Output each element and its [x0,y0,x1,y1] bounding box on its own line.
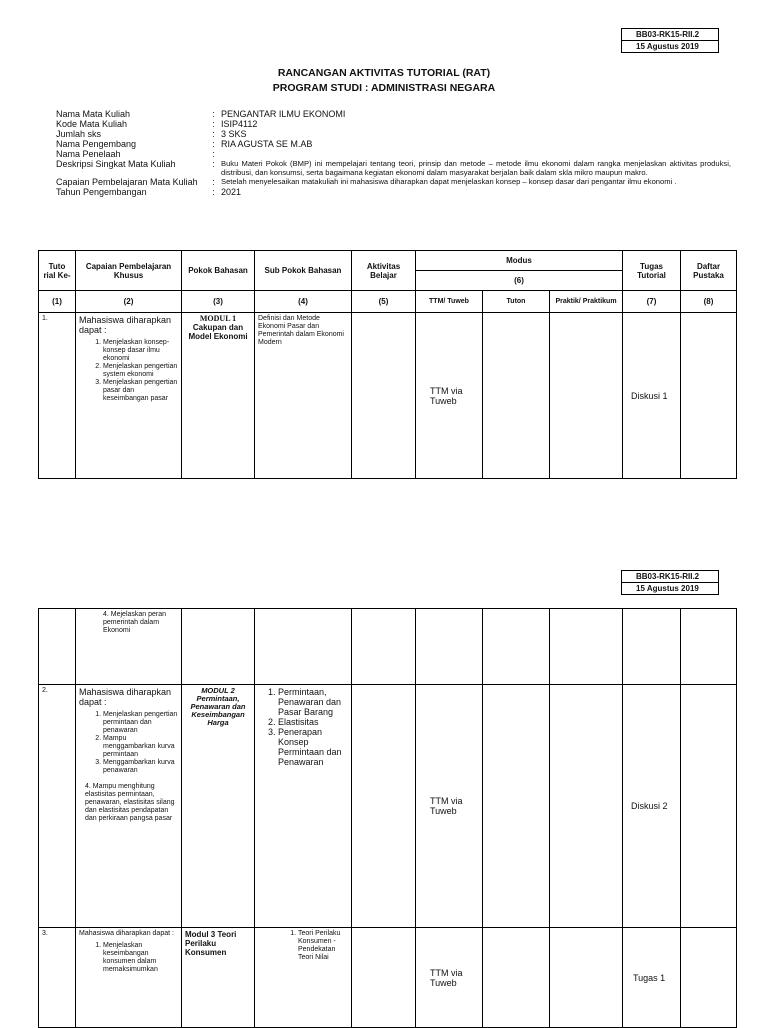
meta-colon: : [212,139,215,149]
row1b-cell [182,609,255,685]
course-info [56,109,736,197]
table-row [39,685,737,928]
row3-pustaka [681,928,737,1028]
meta-colon: : [212,149,215,159]
row3-ttm: TTM via Tuweb [416,928,483,1028]
row1b-item: 4. Mejelaskan peran pemerintah dalam Ekonomi [103,611,167,634]
col-number-5: (5) [352,291,416,313]
meta-colon: : [212,159,215,169]
meta-value: RIA AGUSTA SE M.AB [221,139,313,149]
meta-row-sks [56,129,736,139]
meta-value: Buku Materi Pokok (BMP) ini mempelajari tentang teori, prinsip dan metode – metode ilmu ekonomi dalam rangka menjelaskan aktivitas produksi, distribusi, dan konsumsi, serta bagaimana kegiatan ekonomi dalam masyarakat berjalan baik dalam skla mikro maupun makro. [221,159,731,177]
list-item: 3. Penerapan Konsep Permintaan dan Penawaran [278,727,348,767]
row1b-number [39,609,76,685]
row1-pokok [182,313,255,479]
row1-pokok-text: Cakupan dan Model Ekonomi [188,323,248,341]
meta-row-outcome [56,177,736,187]
row2-items [79,711,178,775]
meta-row-reviewer [56,149,736,159]
row1-pustaka [681,313,737,479]
row1-modul: MODUL 1 [199,314,237,323]
row1-number: 1. [39,313,76,479]
row2-tuton [483,685,550,928]
row3-sub-list [258,930,348,962]
document-date: 15 Agustus 2019 [622,582,718,594]
header-aktivitas: Aktivitas Belajar [352,251,416,291]
document-code-box-2 [621,570,719,595]
meta-value: ISIP4112 [221,119,258,129]
row1b-cell [681,609,737,685]
row2-tugas: Diskusi 2 [623,685,681,928]
document-code-box [621,28,719,53]
row1-tuton [483,313,550,479]
row1b-cell [483,609,550,685]
meta-colon: : [212,129,215,139]
meta-row-description [56,159,736,177]
header-tuton: Tuton [483,291,550,313]
meta-value: Setelah menyelesaikan matakuliah ini mahasiswa diharapkan dapat menjelaskan konsep – konsep dasar dari pengantar ilmu ekonomi . [221,177,677,186]
meta-label: Nama Penelaah [56,149,121,159]
meta-label: Capaian Pembelajaran Mata Kuliah [56,177,198,187]
row1b-cell [255,609,352,685]
meta-value: 3 SKS [221,129,247,139]
meta-colon: : [212,177,215,187]
document-code: BB03-RK15-RII.2 [636,30,700,39]
header-pokok: Pokok Bahasan [182,251,255,291]
page-title: RANCANGAN AKTIVITAS TUTORIAL (RAT) [277,67,491,79]
row2-number: 2. [39,685,76,928]
list-item: 1. Menjelaskan konsep-konsep dasar ilmu ekonomi [103,339,178,363]
row2-pokok [182,685,255,928]
col-number-1: (1) [39,291,76,313]
row1-praktik [550,313,623,479]
table-row [39,313,737,479]
row2-pustaka [681,685,737,928]
col-number-8: (8) [681,291,737,313]
col-number-3: (3) [182,291,255,313]
list-item: 3. Menggambarkan kurva penawaran [103,759,178,775]
header-capaian: Capaian Pembelajaran Khusus [76,251,182,291]
meta-row-developer [56,139,736,149]
meta-row-name [56,109,736,119]
row1b-cell [623,609,681,685]
header-subpokok: Sub Pokok Bahasan [255,251,352,291]
row3-number: 3. [39,928,76,1028]
meta-colon: : [212,109,215,119]
row2-aktivitas [352,685,416,928]
row3-tuton [483,928,550,1028]
meta-row-code [56,119,736,129]
row3-praktik [550,928,623,1028]
header-tutorial: Tuto rial Ke- [39,251,76,291]
meta-label: Jumlah sks [56,129,102,139]
row1-sub: Definisi dan Metode Ekonomi Pasar dan Pemerintah dalam Ekonomi Modern [255,313,352,479]
list-item: 2. Menjelaskan pengertian system ekonomi [103,363,178,379]
row2-pokok-text: MODUL 2 Permintaan, Penawaran dan Keseimbangan Harga [190,686,246,727]
rat-table-page2 [38,608,737,1028]
row3-capaian [76,928,182,1028]
row2-intro: Mahasiswa diharapkan dapat : [79,687,172,707]
col-number-7: (7) [623,291,681,313]
table-row [39,609,737,685]
meta-colon: : [212,119,215,129]
list-item: 3. Menjelaskan pengertian pasar dan keseimbangan pasar [103,379,178,403]
col-number-2: (2) [76,291,182,313]
row1-intro: Mahasiswa diharapkan dapat : [79,315,172,335]
row1-tugas: Diskusi 1 [623,313,681,479]
row2-sub [255,685,352,928]
row2-item4: 4. Mampu menghitung elastisitas permintaan, penawaran, elastisitas silang dan elastisitas pendapatan dan perkiraan pangsa pasar [85,783,175,822]
row2-ttm: TTM via Tuweb [416,685,483,928]
document-date: 15 Agustus 2019 [622,40,718,52]
row3-sub [255,928,352,1028]
list-item: 1. Teori Perilaku Konsumen - Pendekatan Teori Nilai [298,930,348,962]
meta-row-year [56,187,736,197]
row1-items [79,339,178,403]
row1b-capaian [76,609,182,685]
table-row [39,928,737,1028]
header-ttm: TTM/ Tuweb [416,291,483,313]
row2-praktik [550,685,623,928]
page-subtitle: PROGRAM STUDI : ADMINISTRASI NEGARA [272,82,496,94]
row1-aktivitas [352,313,416,479]
row1b-cell [416,609,483,685]
row1b-cell [352,609,416,685]
row1-ttm: TTM via Tuweb [416,313,483,479]
row3-pokok [182,928,255,1028]
meta-label: Kode Mata Kuliah [56,119,128,129]
meta-label: Deskripsi Singkat Mata Kuliah [56,159,176,169]
header-modus-number: (6) [416,271,623,291]
row3-aktivitas [352,928,416,1028]
meta-value: PENGANTAR ILMU EKONOMI [221,109,346,119]
meta-colon: : [212,187,215,197]
meta-label: Tahun Pengembangan [56,187,147,197]
list-item: 1. Permintaan, Penawaran dan Pasar Barang [278,687,348,717]
meta-label: Nama Pengembang [56,139,137,149]
document-code: BB03-RK15-RII.2 [636,572,700,581]
row3-pokok-text: Modul 3 Teori Perilaku Konsumen [185,930,237,957]
rat-table-page1 [38,250,737,479]
row3-intro: Mahasiswa diharapkan dapat : [79,930,174,937]
header-praktik: Praktik/ Praktikum [550,291,623,313]
header-pustaka: Daftar Pustaka [681,251,737,291]
list-item: 2. Mampu menggambarkan kurva permintaan [103,735,178,759]
row2-sub-list [258,687,348,767]
meta-label: Nama Mata Kuliah [56,109,131,119]
list-item: 1. Menjelaskan pengertian permintaan dan penawaran [103,711,178,735]
row1-capaian [76,313,182,479]
row3-tugas: Tugas 1 [623,928,681,1028]
list-item: 2. Elastisitas [278,717,348,727]
row3-items [79,942,178,974]
meta-value: 2021 [221,187,242,197]
header-modus: Modus [416,251,623,271]
row2-capaian [76,685,182,928]
row1b-cell [550,609,623,685]
header-tugas: Tugas Tutorial [623,251,681,291]
list-item: 1. Menjelaskan keseimbangan konsumen dalam memaksimumkan [103,942,178,974]
col-number-4: (4) [255,291,352,313]
